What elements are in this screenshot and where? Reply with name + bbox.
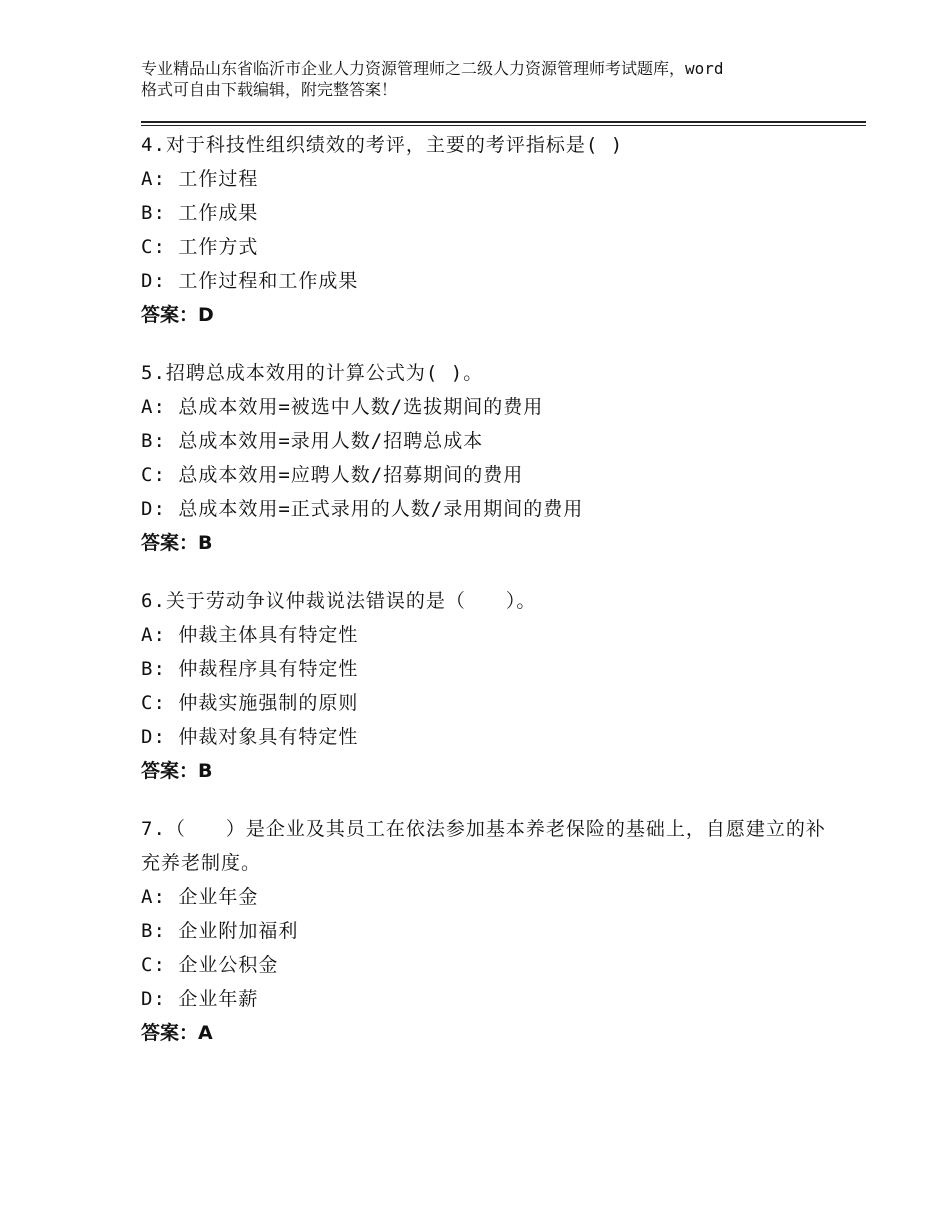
option-a: A: 总成本效用=被选中人数/选拔期间的费用 <box>141 396 544 418</box>
answer-line: 答案：B <box>141 760 213 782</box>
question-stem: 4.对于科技性组织绩效的考评，主要的考评指标是( ) <box>141 134 624 156</box>
option-c: C: 总成本效用=应聘人数/招募期间的费用 <box>141 464 524 486</box>
option-b: B: 仲裁程序具有特定性 <box>141 658 359 680</box>
question-stem: 7.（ ）是企业及其员工在依法参加基本养老保险的基础上，自愿建立的补充养老制度。 <box>141 818 826 874</box>
answer-line: 答案：D <box>141 304 214 326</box>
option-b: B: 工作成果 <box>141 202 259 224</box>
option-a: A: 企业年金 <box>141 886 259 908</box>
header-title-line-2: 格式可自由下载编辑，附完整答案！ <box>141 80 398 99</box>
option-d: D: 总成本效用=正式录用的人数/录用期间的费用 <box>141 498 584 520</box>
header-divider-thick <box>141 121 866 123</box>
question-7 <box>141 812 841 1050</box>
question-list <box>141 128 841 1074</box>
document-header <box>141 58 831 100</box>
option-a: A: 工作过程 <box>141 168 259 190</box>
question-4 <box>141 128 841 332</box>
option-b: B: 企业附加福利 <box>141 920 299 942</box>
header-title-line-1: 专业精品山东省临沂市企业人力资源管理师之二级人力资源管理师考试题库，word <box>141 59 724 78</box>
header-divider-thin <box>141 125 866 126</box>
option-d: D: 企业年薪 <box>141 988 259 1010</box>
question-stem: 6.关于劳动争议仲裁说法错误的是（ ）。 <box>141 590 537 612</box>
answer-line: 答案：A <box>141 1022 213 1044</box>
option-c: C: 仲裁实施强制的原则 <box>141 692 359 714</box>
answer-line: 答案：B <box>141 532 213 554</box>
question-6 <box>141 584 841 788</box>
question-5 <box>141 356 841 560</box>
option-a: A: 仲裁主体具有特定性 <box>141 624 359 646</box>
option-c: C: 工作方式 <box>141 236 259 258</box>
question-stem: 5.招聘总成本效用的计算公式为( )。 <box>141 362 484 384</box>
option-d: D: 仲裁对象具有特定性 <box>141 726 359 748</box>
option-d: D: 工作过程和工作成果 <box>141 270 359 292</box>
option-b: B: 总成本效用=录用人数/招聘总成本 <box>141 430 484 452</box>
option-c: C: 企业公积金 <box>141 954 279 976</box>
